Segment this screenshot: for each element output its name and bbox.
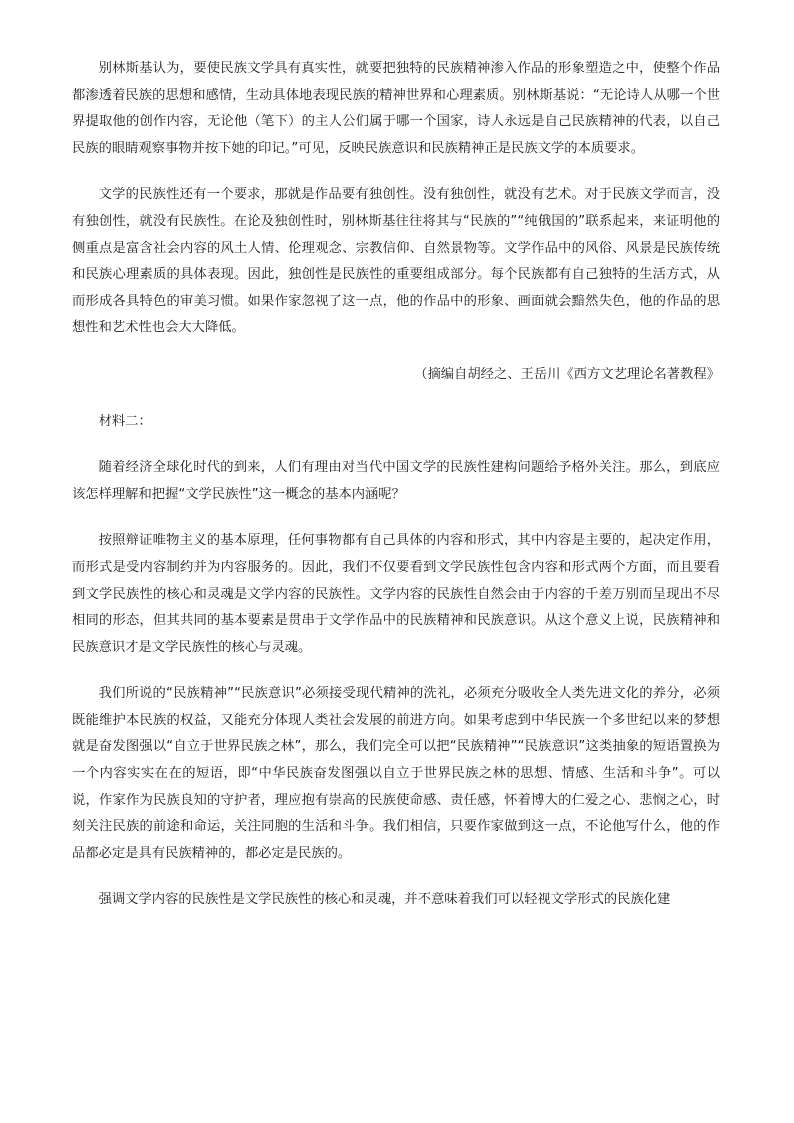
material-two-label: 材料二： bbox=[98, 413, 152, 429]
paragraph-form-emphasis: 强调文学内容的民族性是文学民族性的核心和灵魂，并不意味着我们可以轻视文学形式的民族化建 bbox=[98, 892, 671, 908]
paragraph-national-spirit: 我们所说的“民族精神”“民族意识”必须接受现代精神的洗礼，必须充分吸收全人类先进文化的养分，必须既能维护本民族的权益，又能充分体现人类社会发展的前进方向。如果考虑到中华民族一个多世纪以来的梦想就是奋发图强以“自立于世界民族之林”，那么，我们完全可以把“民族精神”“民族意识”这类抽象的短语置换为一个内容实实在在的短语，即“中华民族奋发图强以自立于世界民族之林的思想、情感、生活和斗争”。可以说，作家作为民族良知的守护者，理应抱有崇高的民族使命感、责任感，怀着博大的仁爱之心、悲悯之心，时刻关注民族的前途和命运，关注同胞的生活和斗争。我们相信，只要作家做到这一点，不论他写什么，他的作品都必定是具有民族精神的，都必定是民族的。 bbox=[72, 686, 720, 861]
document-page bbox=[72, 56, 720, 934]
paragraph-globalization: 随着经济全球化时代的到来，人们有理由对当代中国文学的民族性建构问题给予格外关注。那么，到底应该怎样理解和把握“文学民族性”这一概念的基本内涵呢？ bbox=[72, 460, 720, 502]
source-citation: （摘编自胡经之、王岳川《西方文艺理论名著教程》 bbox=[414, 366, 720, 382]
paragraph-belinsky-authenticity: 别林斯基认为，要使民族文学具有真实性，就要把独特的民族精神渗入作品的形象塑造之中，使整个作品都渗透着民族的思想和感情，生动具体地表现民族的精神世界和心理素质。别林斯基说：“无论诗人从哪一个世界提取他的创作内容，无论他（笔下）的主人公们属于哪一个国家，诗人永远是自己民族精神的代表，以自己民族的眼睛观察事物并按下她的印记。”可见，反映民族意识和民族精神正是民族文学的本质要求。 bbox=[72, 61, 720, 156]
paragraph-originality: 文学的民族性还有一个要求，那就是作品要有独创性。没有独创性，就没有艺术。对于民族文学而言，没有独创性，就没有民族性。在论及独创性时，别林斯基往往将其与“民族的”“纯俄国的”联系起来，来证明他的侧重点是富含社会内容的风土人情、伦理观念、宗教信仰、自然景物等。文学作品中的风俗、风景是民族传统和民族心理素质的具体表现。因此，独创性是民族性的重要组成部分。每个民族都有自己独特的生活方式，从而形成各具特色的审美习惯。如果作家忽视了这一点，他的作品中的形象、画面就会黯然失色，他的作品的思想性和艺术性也会大大降低。 bbox=[72, 187, 720, 336]
paragraph-dialectics: 按照辩证唯物主义的基本原理，任何事物都有自己具体的内容和形式，其中内容是主要的，起决定作用，而形式是受内容制约并为内容服务的。因此，我们不仅要看到文学民族性包含内容和形式两个方面，而且要看到文学民族性的核心和灵魂是文学内容的民族性。文学内容的民族性自然会由于内容的千差万别而呈现出不尽相同的形态，但其共同的基本要素是贯串于文学作品中的民族精神和民族意识。从这个意义上说，民族精神和民族意识才是文学民族性的核心与灵魂。 bbox=[72, 533, 720, 655]
